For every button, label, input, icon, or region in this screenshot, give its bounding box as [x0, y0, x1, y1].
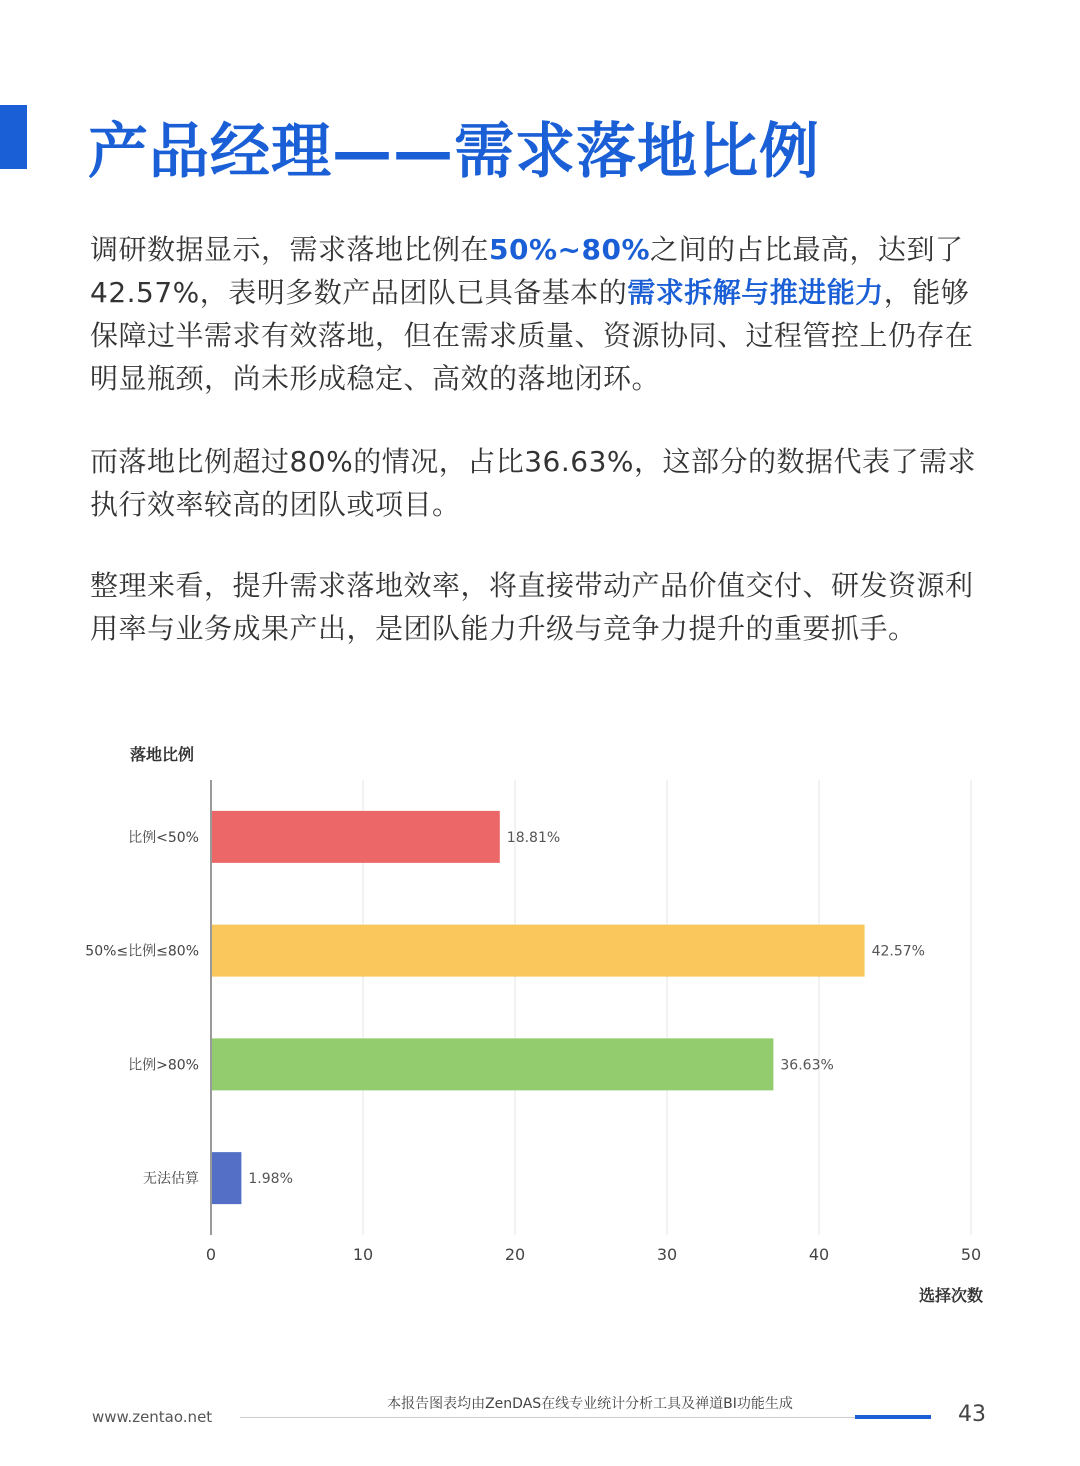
page-number: 43 — [958, 1402, 986, 1427]
title-accent-bar — [0, 105, 27, 169]
x-tick-label: 50 — [960, 1245, 982, 1264]
x-tick-label: 0 — [205, 1245, 217, 1264]
x-tick-label: 10 — [352, 1245, 374, 1264]
paragraph-1-highlight-1: 50%~80% — [489, 233, 651, 266]
paragraph-1-text-2: 之间的占比最高，达到了42.57%，表明多数产品团队已具备基本的 — [90, 233, 964, 309]
bar — [211, 1152, 241, 1204]
paragraph-3: 整理来看，提升需求落地效率，将直接带动产品价值交付、研发资源利用率与业务成果产出，是团队能力升级与竞争力提升的重要抓手。 — [90, 569, 974, 645]
paragraph-2: 而落地比例超过80%的情况，占比36.63%，这部分的数据代表了需求执行效率较高的团队或项目。 — [90, 445, 977, 521]
paragraph-1-text-3: ，能够保障过半需求有效落地，但在需求质量、资源协同、过程管控上仍存在明显瓶颈，尚未形成稳定、高效的落地闭环。 — [90, 276, 974, 395]
data-label: 1.98% — [248, 1171, 293, 1188]
footer-note: 本报告图表均由ZenDAS在线专业统计分析工具及禅道BI功能生成 — [387, 1396, 793, 1412]
bar — [211, 925, 865, 977]
data-label: 36.63% — [780, 1057, 834, 1074]
footer-accent-line — [855, 1415, 931, 1419]
data-label: 42.57% — [871, 943, 925, 960]
category-label: 比例<50% — [128, 829, 199, 846]
paragraph-1-highlight-2: 需求拆解与推进能力 — [627, 276, 884, 309]
category-label: 比例>80% — [128, 1057, 199, 1074]
x-tick-label: 20 — [504, 1245, 526, 1264]
footer-url: www.zentao.net — [92, 1408, 213, 1426]
bar-chart — [0, 720, 1080, 1330]
category-label: 50%≤比例≤80% — [85, 943, 199, 960]
y-axis-title: 落地比例 — [130, 745, 195, 764]
page-title: 产品经理——需求落地比例 — [88, 117, 820, 187]
bar — [211, 1038, 773, 1090]
paragraph-1-text-1: 调研数据显示，需求落地比例在 — [90, 233, 490, 266]
category-label: 无法估算 — [143, 1171, 199, 1188]
paragraph-1 — [90, 228, 995, 400]
x-tick-label: 30 — [656, 1245, 678, 1264]
footer-divider — [240, 1417, 930, 1418]
x-tick-label: 40 — [808, 1245, 830, 1264]
data-label: 18.81% — [506, 829, 561, 846]
x-axis-title: 选择次数 — [918, 1286, 983, 1305]
bar — [211, 811, 500, 863]
